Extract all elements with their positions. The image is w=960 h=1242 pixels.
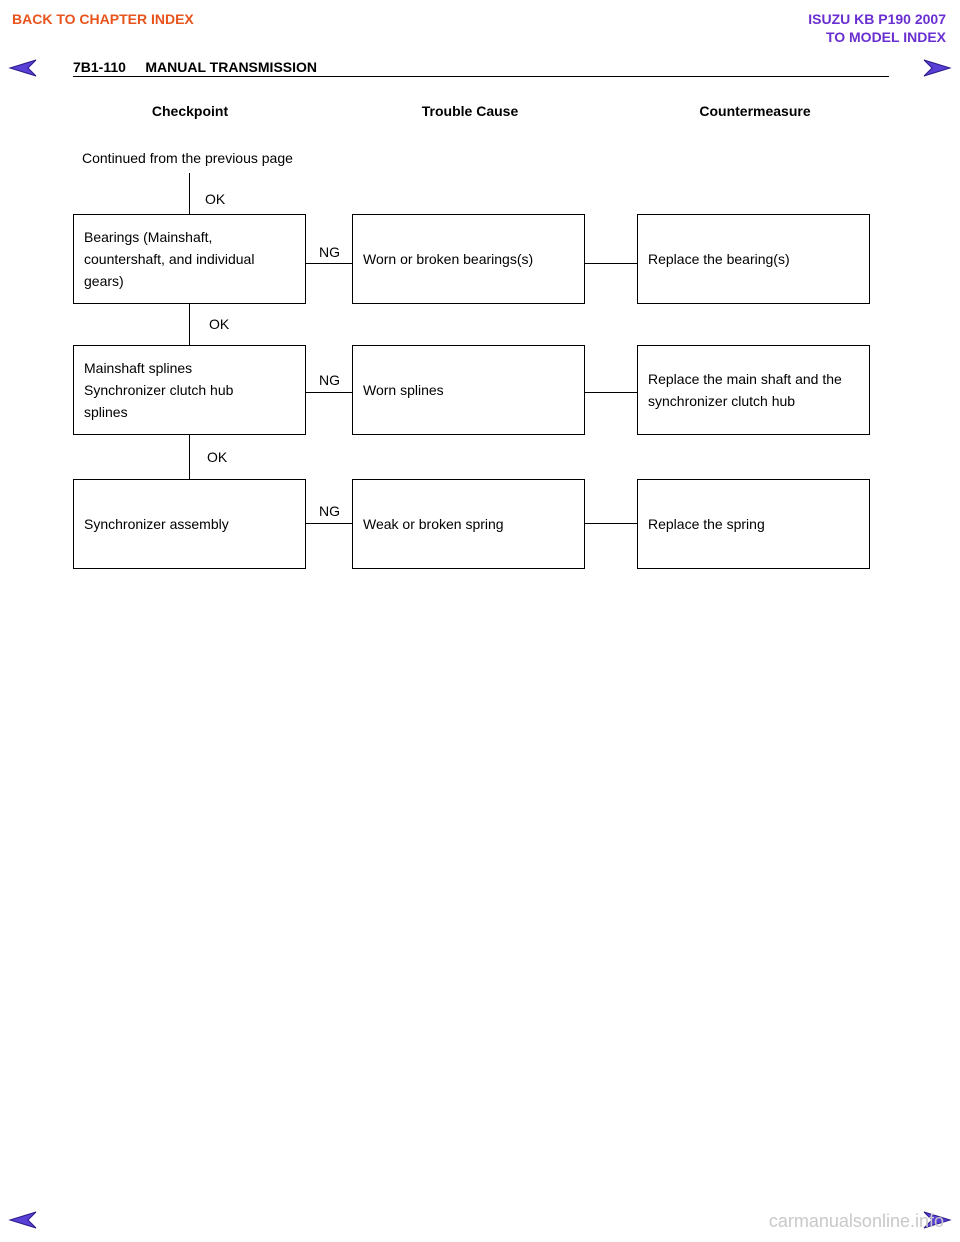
cause-box-splines — [352, 345, 585, 435]
ok-label: OK — [205, 191, 226, 207]
ng-connector — [306, 523, 353, 524]
checkpoint-text: Bearings (Mainshaft, countershaft, and individual gears) — [84, 229, 255, 289]
column-heading-trouble-cause: Trouble Cause — [421, 103, 519, 119]
previous-page-arrow-bottom-icon[interactable] — [8, 1210, 38, 1230]
countermeasure-box-spring — [637, 479, 870, 569]
header-divider — [73, 76, 889, 77]
countermeasure-box-splines — [637, 345, 870, 435]
flow-connector — [189, 304, 190, 345]
flow-connector — [189, 435, 190, 479]
measure-connector — [585, 263, 638, 264]
model-name: ISUZU KB P190 2007 — [808, 11, 946, 27]
ng-label: NG — [319, 244, 340, 260]
next-page-arrow-icon[interactable] — [922, 58, 952, 78]
footer-watermark: carmanualsonline.info — [768, 1211, 944, 1231]
countermeasure-text: Replace the main shaft and the synchronizer clutch hub — [648, 371, 842, 409]
ok-label: OK — [209, 316, 230, 332]
column-heading-checkpoint: Checkpoint — [151, 103, 229, 119]
cause-box-spring — [352, 479, 585, 569]
countermeasure-text: Replace the spring — [648, 516, 765, 532]
cause-text: Weak or broken spring — [363, 516, 504, 532]
cause-text: Worn or broken bearings(s) — [363, 251, 534, 267]
cause-text: Worn splines — [363, 382, 444, 398]
countermeasure-box-bearings — [637, 214, 870, 304]
flow-connector — [189, 173, 190, 214]
ng-connector — [306, 392, 353, 393]
ok-label: OK — [207, 449, 228, 465]
cause-box-bearings — [352, 214, 585, 304]
previous-page-arrow-icon[interactable] — [8, 58, 38, 78]
measure-connector — [585, 392, 638, 393]
back-to-chapter-index-link[interactable]: BACK TO CHAPTER INDEX — [12, 11, 194, 27]
checkpoint-text: Synchronizer assembly — [84, 516, 229, 532]
checkpoint-box-synchronizer — [73, 479, 306, 569]
checkpoint-box-splines — [73, 345, 306, 435]
checkpoint-text: Mainshaft splines Synchronizer clutch hub splines — [84, 360, 234, 420]
checkpoint-box-bearings — [73, 214, 306, 304]
measure-connector — [585, 523, 638, 524]
countermeasure-text: Replace the bearing(s) — [648, 251, 790, 267]
continued-note: Continued from the previous page — [82, 150, 293, 166]
column-heading-countermeasure: Countermeasure — [699, 103, 811, 119]
ng-label: NG — [319, 503, 340, 519]
to-model-index-link[interactable]: TO MODEL INDEX — [825, 29, 946, 45]
ng-connector — [306, 263, 353, 264]
page-header-title: 7B1-110 MANUAL TRANSMISSION — [73, 59, 318, 75]
ng-label: NG — [319, 372, 340, 388]
